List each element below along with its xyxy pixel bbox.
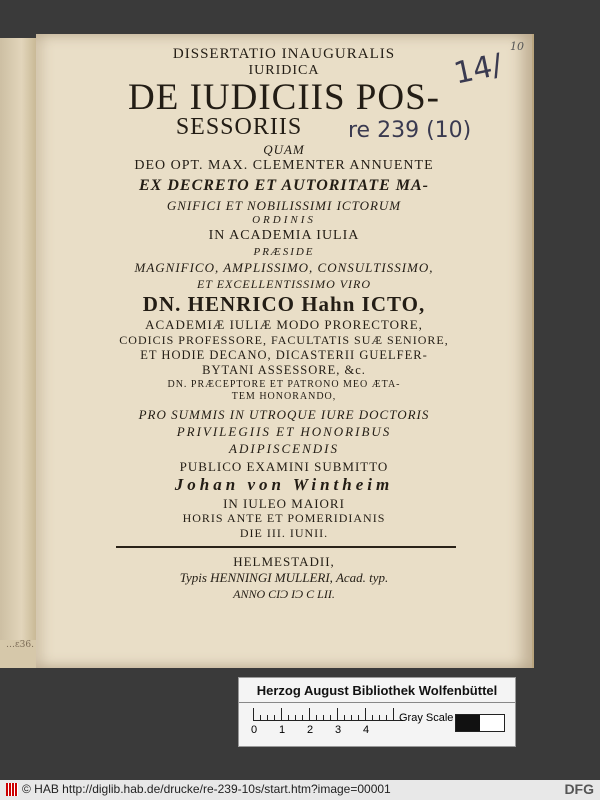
ruler-tick: [309, 708, 310, 720]
respondent-name: Johan von Wintheim: [174, 475, 394, 494]
title-line: DN. PRÆCEPTORE ET PATRONO MEO ÆTA-: [167, 379, 401, 390]
ruler-label: 2: [307, 724, 314, 736]
title-page: [36, 34, 534, 668]
title-line: IURIDICA: [248, 63, 320, 78]
color-reference-bar: [238, 677, 516, 747]
ruler-tick: [260, 715, 261, 720]
title-line: PRO SUMMIS IN UTROQUE IURE DOCTORIS: [138, 407, 430, 422]
ruler-tick: [295, 715, 296, 720]
ruler-tick: [316, 715, 317, 720]
ruler-tick: [323, 715, 324, 720]
ruler-tick: [344, 715, 345, 720]
viewer-footer: [0, 780, 600, 800]
ruler-label: 3: [335, 724, 342, 736]
title-line: BYTANI ASSESSORE, &c.: [202, 363, 366, 377]
title-line: PRIVILEGIIS ET HONORIBUS: [176, 424, 392, 439]
praeses-name: DN. HENRICO Hahn ICTO,: [142, 292, 426, 316]
ruler-tick: [337, 708, 338, 720]
ruler-label: 4: [363, 724, 370, 736]
ruler-tick: [330, 715, 331, 720]
divider-rule: [116, 546, 456, 548]
ruler-tick: [253, 708, 254, 720]
ruler-tick: [393, 708, 394, 720]
ruler-tick: [379, 715, 380, 720]
corner-number: 10: [510, 40, 524, 53]
ruler-tick: [358, 715, 359, 720]
gray-scale-swatch: [455, 714, 505, 732]
title-line: DEO OPT. MAX. CLEMENTER ANNUENTE: [134, 158, 434, 173]
title-line: ET EXCELLENTISSIMO VIRO: [196, 277, 372, 291]
title-line: GNIFICI ET NOBILISSIMI ICTORUM: [166, 198, 402, 213]
hab-logo-icon: [6, 783, 18, 796]
ruler-tick: [351, 715, 352, 720]
imprint-year: ANNO CIϽ IϽ C LII.: [233, 587, 335, 601]
imprint-printer: Typis HENNINGI MULLERI, Acad. typ.: [179, 570, 389, 585]
title-line: DIE III. IUNII.: [239, 526, 329, 540]
footer-url[interactable]: © HAB http://diglib.hab.de/drucke/re-239-10s/start.htm?image=00001: [22, 782, 391, 796]
handwritten-shelfmark: re 239 (10): [348, 118, 472, 143]
dfg-logo: DFG: [564, 781, 594, 797]
ruler-tick: [302, 715, 303, 720]
ruler-tick: [386, 715, 387, 720]
ruler-tick: [365, 708, 366, 720]
title-line: ORDINIS: [252, 214, 316, 226]
main-title: DE IUDICIIS POS-: [128, 77, 440, 118]
ruler-tick: [267, 715, 268, 720]
title-line: TEM HONORANDO,: [231, 391, 337, 402]
ruler-tick: [372, 715, 373, 720]
colorbar-title: Herzog August Bibliothek Wolfenbüttel: [239, 680, 515, 703]
scale-ruler: [253, 708, 403, 721]
title-line: PUBLICO EXAMINI SUBMITTO: [179, 459, 389, 474]
left-page-fragment: [0, 38, 36, 668]
ruler-label: 0: [251, 724, 258, 736]
ruler-tick: [288, 715, 289, 720]
title-line: ADIPISCENDIS: [229, 441, 339, 456]
handwritten-number: 14/: [450, 47, 506, 92]
ruler-label: 1: [279, 724, 286, 736]
title-line: MAGNIFICO, AMPLISSIMO, CONSULTISSIMO,: [134, 260, 434, 275]
ruler-tick: [274, 715, 275, 720]
ruler-tick: [281, 708, 282, 720]
title-line: DISSERTATIO INAUGURALIS: [172, 46, 396, 62]
main-title: SESSORIIS: [175, 114, 303, 140]
title-line: QUAM: [263, 142, 305, 157]
title-line: PRÆSIDE: [253, 246, 315, 258]
title-line: IN ACADEMIA IULIA: [208, 228, 360, 243]
title-line: CODICIS PROFESSORE, FACULTATIS SUÆ SENIORE,: [119, 333, 449, 347]
title-line: EX DECRETO ET AUTORITATE MA-: [139, 177, 429, 194]
left-page-note: …ε36.: [6, 640, 34, 650]
title-line: HORIS ANTE ET POMERIDIANIS: [182, 511, 386, 525]
gray-scale-label: Gray Scale: [399, 712, 454, 724]
title-line: ET HODIE DECANO, DICASTERII GUELFER-: [140, 348, 428, 362]
title-line: ACADEMIÆ IULIÆ MODO PRORECTORE,: [145, 317, 423, 332]
title-line: IN IULEO MAIORI: [223, 496, 345, 511]
imprint-place: HELMESTADII,: [233, 554, 335, 569]
